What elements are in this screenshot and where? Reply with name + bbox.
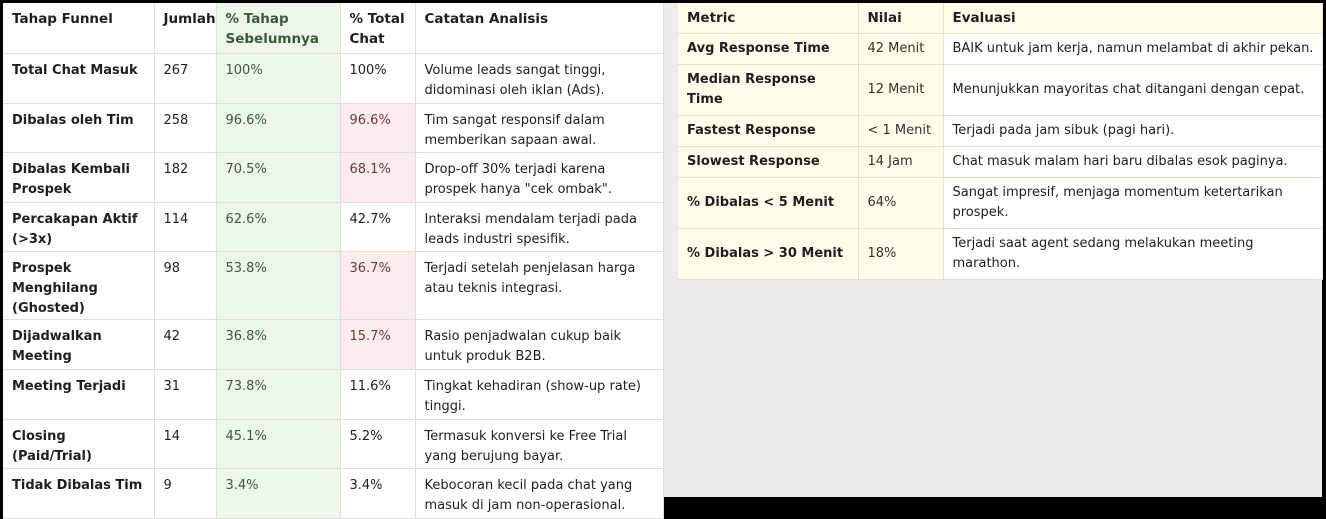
stage-pct-prev: 96.6% (216, 103, 340, 153)
stage-name: Percakapan Aktif (>3x) (3, 202, 154, 252)
stage-count: 14 (154, 419, 216, 469)
metric-value: 18% (858, 229, 943, 280)
stage-note: Rasio penjadwalan cukup baik untuk produk B2B. (415, 320, 663, 370)
funnel-row (3, 419, 663, 469)
funnel-row (3, 54, 663, 104)
stage-note: Tim sangat responsif dalam memberikan sapaan awal. (415, 103, 663, 153)
stage-pct-prev: 45.1% (216, 419, 340, 469)
metric-value: < 1 Menit (858, 116, 943, 147)
metric-row (678, 65, 1322, 116)
metric-name: Slowest Response (678, 147, 858, 178)
stage-note: Termasuk konversi ke Free Trial yang berujung bayar. (415, 419, 663, 469)
stage-name: Dijadwalkan Meeting (3, 320, 154, 370)
metric-value: 64% (858, 178, 943, 229)
funnel-header-pct-total: % Total Chat (340, 3, 415, 54)
response-metrics-table (678, 3, 1323, 280)
metric-row (678, 34, 1322, 65)
funnel-row (3, 103, 663, 153)
stage-count: 182 (154, 153, 216, 203)
stage-name: Meeting Terjadi (3, 369, 154, 419)
stage-note: Kebocoran kecil pada chat yang masuk di jam non-operasional. (415, 469, 663, 519)
metric-value: 12 Menit (858, 65, 943, 116)
metrics-header-row (678, 3, 1322, 34)
funnel-row (3, 202, 663, 252)
stage-pct-total: 42.7% (340, 202, 415, 252)
funnel-row (3, 469, 663, 519)
metric-name: Avg Response Time (678, 34, 858, 65)
metric-eval: Sangat impresif, menjaga momentum ketertarikan prospek. (943, 178, 1322, 229)
stage-pct-prev: 73.8% (216, 369, 340, 419)
stage-count: 9 (154, 469, 216, 519)
metric-name: % Dibalas > 30 Menit (678, 229, 858, 280)
stage-note: Interaksi mendalam terjadi pada leads industri spesifik. (415, 202, 663, 252)
stage-pct-total: 15.7% (340, 320, 415, 370)
stage-pct-prev: 3.4% (216, 469, 340, 519)
metric-name: % Dibalas < 5 Menit (678, 178, 858, 229)
stage-pct-prev: 62.6% (216, 202, 340, 252)
funnel-header-count: Jumlah (154, 3, 216, 54)
metric-row (678, 178, 1322, 229)
metric-eval: BAIK untuk jam kerja, namun melambat di akhir pekan. (943, 34, 1322, 65)
stage-pct-total: 5.2% (340, 419, 415, 469)
stage-pct-total: 36.7% (340, 252, 415, 320)
funnel-header-row (3, 3, 663, 54)
metric-row (678, 229, 1322, 280)
metric-row (678, 147, 1322, 178)
stage-name: Total Chat Masuk (3, 54, 154, 104)
stage-count: 98 (154, 252, 216, 320)
stage-name: Prospek Menghilang (Ghosted) (3, 252, 154, 320)
stage-pct-prev: 36.8% (216, 320, 340, 370)
funnel-row (3, 320, 663, 370)
stage-pct-total: 100% (340, 54, 415, 104)
stage-pct-total: 11.6% (340, 369, 415, 419)
metric-eval: Menunjukkan mayoritas chat ditangani dengan cepat. (943, 65, 1322, 116)
metric-eval: Terjadi saat agent sedang melakukan meeting marathon. (943, 229, 1322, 280)
metric-eval: Terjadi pada jam sibuk (pagi hari). (943, 116, 1322, 147)
metric-value: 14 Jam (858, 147, 943, 178)
funnel-header-stage: Tahap Funnel (3, 3, 154, 54)
metric-name: Median Response Time (678, 65, 858, 116)
funnel-row (3, 369, 663, 419)
stage-name: Dibalas Kembali Prospek (3, 153, 154, 203)
stage-pct-prev: 53.8% (216, 252, 340, 320)
funnel-row (3, 153, 663, 203)
stage-note: Terjadi setelah penjelasan harga atau teknis integrasi. (415, 252, 663, 320)
metrics-header-eval: Evaluasi (943, 3, 1322, 34)
funnel-table (3, 3, 664, 519)
stage-pct-total: 96.6% (340, 103, 415, 153)
metrics-header-value: Nilai (858, 3, 943, 34)
stage-pct-prev: 70.5% (216, 153, 340, 203)
stage-pct-prev: 100% (216, 54, 340, 104)
funnel-header-note: Catatan Analisis (415, 3, 663, 54)
stage-note: Volume leads sangat tinggi, didominasi oleh iklan (Ads). (415, 54, 663, 104)
metric-value: 42 Menit (858, 34, 943, 65)
stage-name: Tidak Dibalas Tim (3, 469, 154, 519)
stage-pct-total: 68.1% (340, 153, 415, 203)
funnel-header-pct-prev: % Tahap Sebelumnya (216, 3, 340, 54)
stage-note: Drop-off 30% terjadi karena prospek hanya "cek ombak". (415, 153, 663, 203)
stage-pct-total: 3.4% (340, 469, 415, 519)
metric-eval: Chat masuk malam hari baru dibalas esok paginya. (943, 147, 1322, 178)
stage-name: Closing (Paid/Trial) (3, 419, 154, 469)
document-frame (3, 3, 1322, 514)
metrics-header-metric: Metric (678, 3, 858, 34)
stage-count: 267 (154, 54, 216, 104)
stage-name: Dibalas oleh Tim (3, 103, 154, 153)
metric-name: Fastest Response (678, 116, 858, 147)
funnel-row (3, 252, 663, 320)
stage-count: 114 (154, 202, 216, 252)
stage-count: 31 (154, 369, 216, 419)
stage-count: 42 (154, 320, 216, 370)
stage-count: 258 (154, 103, 216, 153)
stage-note: Tingkat kehadiran (show-up rate) tinggi. (415, 369, 663, 419)
metric-row (678, 116, 1322, 147)
